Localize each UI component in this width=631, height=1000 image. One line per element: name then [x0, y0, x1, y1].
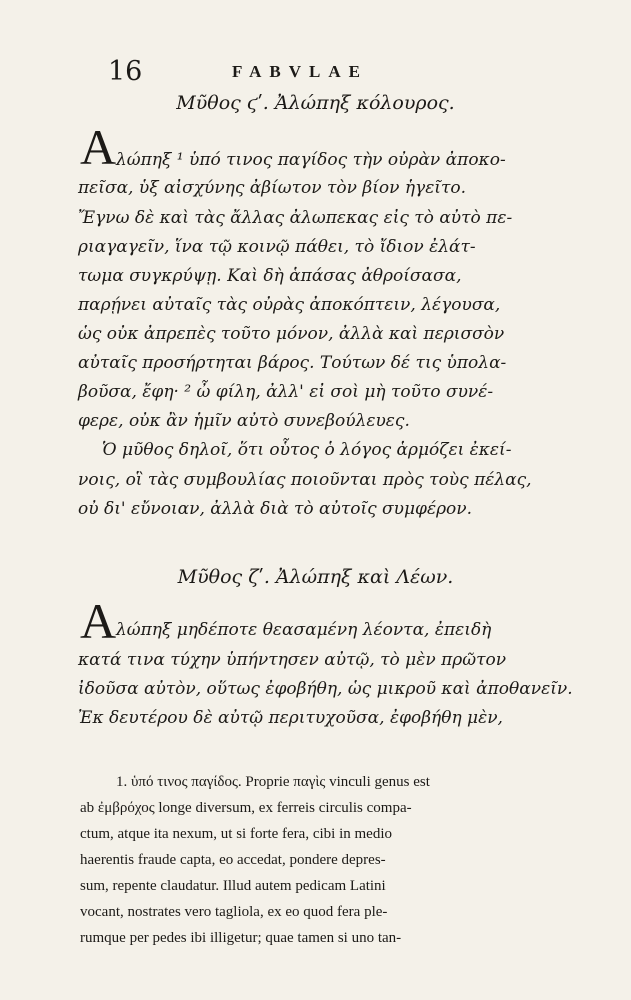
text-line: ἰδοῦσα αὐτὸν, οὕτως ἐφοβήθη, ὡς μικροῦ καὶ ἀποθανεῖν. — [78, 679, 573, 699]
text-line: πεῖσα, ὑξ αἰσχύνης ἀβίωτον τὸν βίον ἡγεῖτο. — [78, 178, 467, 198]
fable-7-drop-cap: Α — [80, 593, 117, 649]
text-line: λώπηξ μηδέποτε θεασαμένη λέοντα, ἐπειδὴ — [116, 620, 492, 640]
page-header — [0, 56, 631, 92]
running-head: FABVLAE — [232, 62, 368, 81]
footnote-line: rumque per pedes ibi illigetur; quae tamen si uno tan- — [80, 930, 402, 946]
footnote-line: 1. ὑπό τινος παγίδος. Proprie παγὶς vinculi genus est — [116, 774, 430, 790]
fable-7-title: Μῦθος ζʹ. Ἀλώπηξ καὶ Λέων. — [177, 566, 454, 588]
text-line: Ἐκ δευτέρου δὲ αὐτῷ περιτυχοῦσα, ἐφοβήθη μὲν, — [78, 708, 503, 728]
footnote-line: haerentis fraude capta, eo accedat, pondere depres- — [80, 852, 386, 868]
text-line: ὡς οὐκ ἀπρεπὲς τοῦτο μόνον, ἀλλὰ καὶ περισσὸν — [78, 324, 505, 344]
text-line: οὐ δι' εὔνοιαν, ἀλλὰ διὰ τὸ αὐτοῖς συμφέρον. — [78, 499, 473, 519]
footnote-line: vocant, nostrates vero tagliola, ex eo quod fera ple- — [80, 904, 388, 920]
footnote-line: sum, repente claudatur. Illud autem pedicam Latini — [80, 878, 386, 894]
fable-6-title: Μῦθος ϛʹ. Ἀλώπηξ κόλουρος. — [176, 92, 455, 114]
text-line: φερε, οὐκ ἂν ἡμῖν αὐτὸ συνεβούλευες. — [78, 411, 410, 431]
page-number: 16 — [108, 56, 143, 87]
text-line: παρῄνει αὐταῖς τὰς οὐρὰς ἀποκόπτειν, λέγουσα, — [78, 295, 501, 315]
text-line: Ἔγνω δὲ καὶ τὰς ἄλλας ἀλωπεκας εἰς τὸ αὐτὸ πε- — [78, 208, 513, 228]
text-line: αὐταῖς προσήρτηται βάρος. Τούτων δέ τις ὑπολα- — [78, 353, 507, 373]
fable-6-drop-cap: Α — [80, 119, 117, 175]
text-line: Ὁ μῦθος δηλοῖ, ὅτι οὗτος ὁ λόγος ἁρμόζει ἐκεί- — [102, 440, 512, 460]
text-line: λώπηξ ¹ ὑπό τινος παγίδος τὴν οὐρὰν ἀποκο- — [116, 150, 506, 170]
text-line: κατά τινα τύχην ὑπήντησεν αὐτῷ, τὸ μὲν πρῶτον — [78, 650, 507, 670]
text-line: τωμα συγκρύψῃ. Καὶ δὴ ἁπάσας ἀθροίσασα, — [78, 266, 462, 286]
footnote-line: ctum, atque ita nexum, ut si forte fera, cibi in medio — [80, 826, 392, 842]
footnote-line: ab ἐμβρόχος longe diversum, ex ferreis circulis compa- — [80, 800, 412, 816]
text-line: βοῦσα, ἔφη· ² ὦ φίλη, ἀλλ' εἰ σοὶ μὴ τοῦτο συνέ- — [78, 382, 494, 402]
text-line: ριαγαγεῖν, ἵνα τῷ κοινῷ πάθει, τὸ ἴδιον ἐλάτ- — [78, 237, 476, 257]
text-line: νοις, οἳ τὰς συμβουλίας ποιοῦνται πρὸς τοὺς πέλας, — [78, 470, 532, 490]
